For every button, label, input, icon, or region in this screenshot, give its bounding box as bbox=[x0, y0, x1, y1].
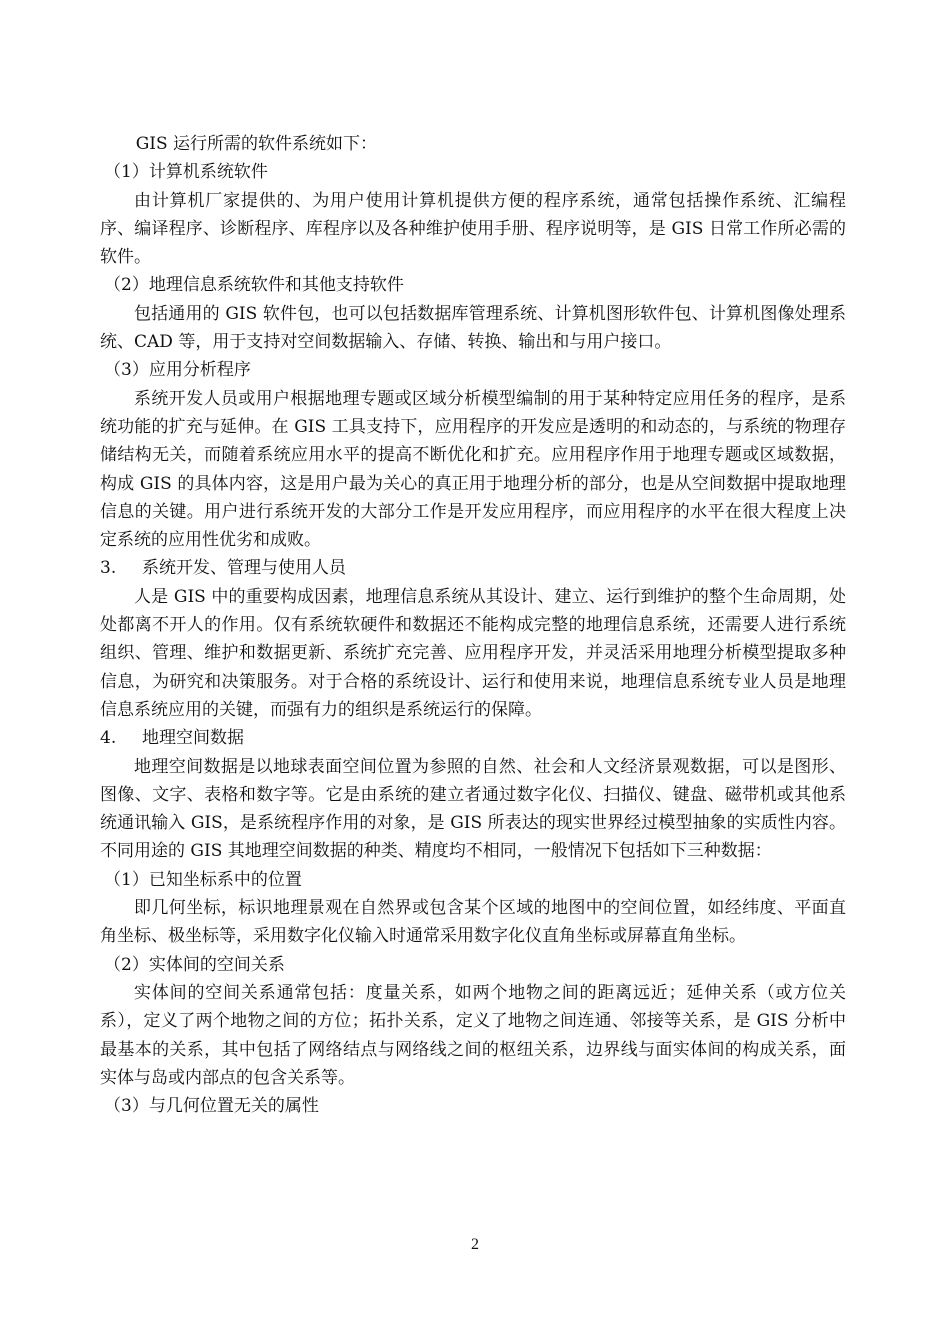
paragraph-application-programs: 系统开发人员或用户根据地理专题或区域分析模型编制的用于某种特定应用任务的程序，是系统功能的扩充与延伸。在 GIS 工具支持下，应用程序的开发应是透明的和动态的，与系统的物理存储结构无关，而随着系统应用水平的提高不断优化和扩充。应用程序作用于地理专题或区域数据，构成 GIS 的具体内容，这是用户最为关心的真正用于地理分析的部分，也是从空间数据中提取地理信息的关键。用户进行系统开发的大部分工作是开发应用程序，而应用程序的水平在很大程度上决定系统的应用性优劣和成败。 bbox=[100, 388, 846, 551]
sub-heading-coordinate-position: （1）已知坐标系中的位置 bbox=[104, 869, 302, 890]
page-number: 2 bbox=[471, 1236, 479, 1253]
paragraph-coordinate-position: 即几何坐标，标识地理景观在自然界或包含某个区域的地图中的空间位置，如经纬度、平面直角坐标、极坐标等，采用数字化仪输入时通常采用数字化仪直角坐标或屏幕直角坐标。 bbox=[100, 898, 846, 947]
section-heading-personnel bbox=[100, 554, 846, 582]
document-body bbox=[100, 130, 846, 1120]
section-number: 4. bbox=[100, 728, 117, 749]
section-title: 地理空间数据 bbox=[142, 728, 244, 749]
sub-heading-gis-software: （2）地理信息系统软件和其他支持软件 bbox=[104, 275, 404, 296]
section-heading-spatial-data bbox=[100, 724, 846, 752]
intro-paragraph: GIS 运行所需的软件系统如下： bbox=[135, 134, 378, 154]
sub-heading-application-programs: （3）应用分析程序 bbox=[104, 360, 251, 381]
paragraph-computer-system-software: 由计算机厂家提供的、为用户使用计算机提供方便的程序系统，通常包括操作系统、汇编程序、编译程序、诊断程序、库程序以及各种维护使用手册、程序说明等，是 GIS 日常工作所必需的软件。 bbox=[100, 190, 846, 268]
paragraph-personnel: 人是 GIS 中的重要构成因素，地理信息系统从其设计、建立、运行到维护的整个生命周期，处处都离不开人的作用。仅有系统软硬件和数据还不能构成完整的地理信息系统，还需要人进行系统组织、管理、维护和数据更新、系统扩充完善、应用程序开发，并灵活采用地理分析模型提取多种信息，为研究和决策服务。对于合格的系统设计、运行和使用来说，地理信息系统专业人员是地理信息系统应用的关键，而强有力的组织是系统运行的保障。 bbox=[100, 586, 846, 720]
section-title: 系统开发、管理与使用人员 bbox=[142, 558, 346, 579]
paragraph-gis-software: 包括通用的 GIS 软件包，也可以包括数据库管理系统、计算机图形软件包、计算机图像处理系统、CAD 等，用于支持对空间数据输入、存储、转换、输出和与用户接口。 bbox=[100, 303, 846, 353]
paragraph-spatial-data: 地理空间数据是以地球表面空间位置为参照的自然、社会和人文经济景观数据，可以是图形、图像、文字、表格和数字等。它是由系统的建立者通过数字化仪、扫描仪、键盘、磁带机或其他系统通讯输入 GIS，是系统程序作用的对象，是 GIS 所表达的现实世界经过模型抽象的实质性内容。不同用途的 GIS 其地理空间数据的种类、精度均不相同，一般情况下包括如下三种数据： bbox=[100, 756, 846, 862]
sub-heading-attributes: （3）与几何位置无关的属性 bbox=[104, 1096, 319, 1117]
section-number: 3. bbox=[100, 558, 117, 579]
sub-heading-spatial-relations: （2）实体间的空间关系 bbox=[104, 954, 285, 975]
paragraph-spatial-relations: 实体间的空间关系通常包括：度量关系，如两个地物之间的距离远近；延伸关系（或方位关系），定义了两个地物之间的方位；拓扑关系，定义了地物之间连通、邻接等关系，是 GIS 分析中最基本的关系，其中包括了网络结点与网络线之间的枢纽关系，边界线与面实体间的构成关系，面实体与岛或内部点的包含关系等。 bbox=[100, 982, 846, 1088]
sub-heading-computer-system-software: （1）计算机系统软件 bbox=[104, 162, 268, 183]
